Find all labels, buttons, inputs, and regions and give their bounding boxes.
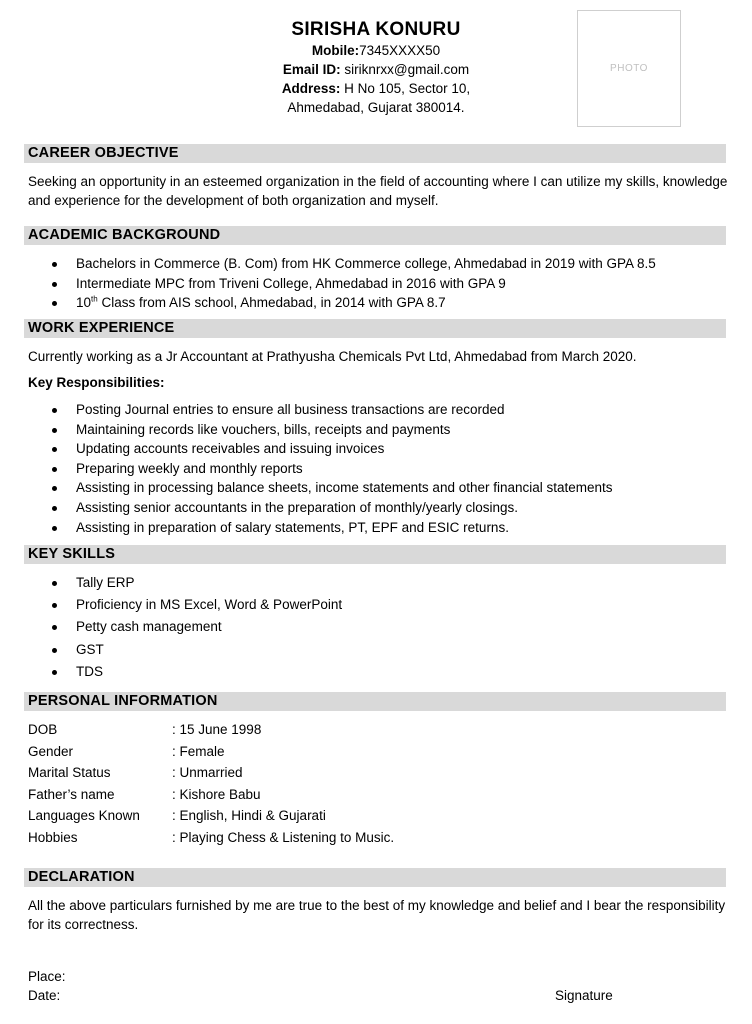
academic-list (28, 254, 656, 313)
address-line1: H No 105, Sector 10, (344, 81, 471, 96)
list-item: Maintaining records like vouchers, bills, receipts and payments (28, 420, 613, 440)
section-personal-information: PERSONAL INFORMATION (24, 692, 726, 711)
list-item: Bachelors in Commerce (B. Com) from HK Commerce college, Ahmedabad in 2019 with GPA 8.5 (28, 254, 656, 274)
info-label: Hobbies (28, 829, 78, 845)
list-item: Preparing weekly and monthly reports (28, 459, 613, 479)
email-label: Email ID: (282, 62, 341, 77)
section-work-experience: WORK EXPERIENCE (24, 319, 726, 338)
list-item (28, 293, 656, 313)
section-academic-background: ACADEMIC BACKGROUND (24, 226, 726, 245)
email-line (176, 60, 576, 79)
list-item: Intermediate MPC from Triveni College, Ahmedabad in 2016 with GPA 9 (28, 274, 656, 294)
info-value: : Kishore Babu (172, 786, 261, 802)
career-objective-text: Seeking an opportunity in an esteemed organization in the field of accounting where I can utilize my skills, knowledge and experience for the development of both organization and myself. (28, 174, 728, 208)
class-number: 10 (76, 295, 92, 311)
list-item: TDS (28, 661, 342, 683)
info-row-father-name (28, 784, 394, 806)
mobile-value: 7345XXXX50 (359, 43, 441, 58)
photo-placeholder (577, 10, 681, 127)
mobile-line (176, 41, 576, 60)
list-item: Assisting in processing balance sheets, income statements and other financial statements (28, 478, 613, 498)
list-item: Proficiency in MS Excel, Word & PowerPoint (28, 594, 342, 616)
ordinal-suffix: th (91, 294, 98, 304)
key-responsibilities-title: Key Responsibilities: (28, 375, 165, 390)
address-line (176, 79, 576, 98)
photo-label: PHOTO (610, 63, 648, 74)
info-label: DOB (28, 722, 58, 737)
section-declaration: DECLARATION (24, 868, 726, 887)
list-item: Assisting senior accountants in the preparation of monthly/yearly closings. (28, 498, 613, 518)
list-item: Petty cash management (28, 616, 342, 638)
candidate-name: SIRISHA KONURU (291, 19, 461, 40)
section-career-objective: CAREER OBJECTIVE (24, 144, 726, 163)
mobile-label: Mobile: (311, 43, 360, 58)
place-label: Place: (28, 969, 66, 984)
list-item: Tally ERP (28, 572, 342, 594)
signature-label: Signature (555, 988, 613, 1003)
info-value: : English, Hindi & Gujarati (172, 808, 326, 823)
info-row-languages (28, 805, 394, 827)
list-item: Updating accounts receivables and issuing invoices (28, 439, 613, 459)
info-row-dob (28, 719, 394, 741)
info-row-gender (28, 741, 394, 763)
info-value: : Playing Chess & Listening to Music. (172, 829, 395, 845)
date-label: Date: (28, 988, 61, 1003)
responsibilities-list (28, 400, 613, 537)
work-summary: Currently working as a Jr Accountant at Prathyusha Chemicals Pvt Ltd, Ahmedabad from March 2020. (28, 349, 637, 364)
list-item: Assisting in preparation of salary statements, PT, EPF and ESIC returns. (28, 518, 613, 538)
info-label: Languages Known (28, 808, 140, 823)
email-value: siriknrxx@gmail.com (344, 62, 470, 77)
info-label: Marital Status (28, 765, 111, 780)
class-detail: Class from AIS school, Ahmedabad, in 2014 with GPA 8.7 (97, 295, 446, 311)
info-value: : Unmarried (172, 765, 243, 780)
section-key-skills: KEY SKILLS (24, 545, 726, 564)
address-line2: Ahmedabad, Gujarat 380014. (287, 100, 465, 115)
info-label: Father’s name (28, 786, 115, 802)
declaration-text: All the above particulars furnished by me are true to the best of my knowledge and belief and I bear the responsibility for its correctness. (28, 898, 726, 932)
info-row-hobbies (28, 827, 394, 849)
info-row-marital-status (28, 762, 394, 784)
skills-list (28, 572, 342, 683)
info-label: Gender (28, 743, 74, 759)
list-item: Posting Journal entries to ensure all business transactions are recorded (28, 400, 613, 420)
address-label: Address: (281, 81, 341, 96)
personal-info-table (28, 719, 394, 848)
resume-header (176, 20, 576, 117)
list-item: GST (28, 639, 342, 661)
info-value: : Female (172, 743, 225, 759)
info-value: : 15 June 1998 (172, 722, 262, 737)
